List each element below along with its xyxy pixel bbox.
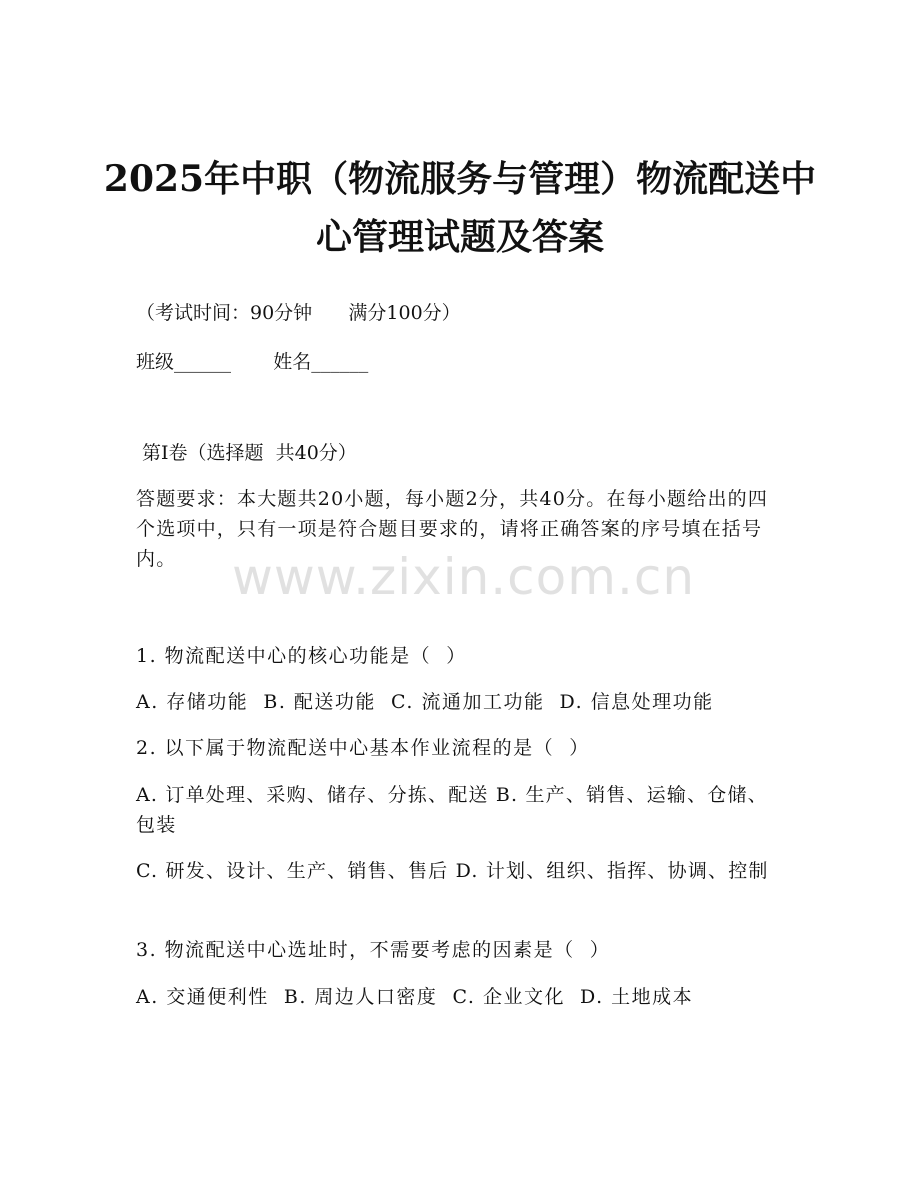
question-1-stem: 1. 物流配送中心的核心功能是（ ） bbox=[136, 645, 467, 667]
instructions-paragraph: 答题要求：本大题共20小题，每小题2分，共40分。在每小题给出的四个选项中，只有一项是符合题目要求的，请将正确答案的序号填在括号内。 bbox=[136, 488, 769, 570]
title-line-2: 心管理试题及答案 bbox=[315, 216, 604, 258]
question-3-options: A. 交通便利性 B. 周边人口密度 C. 企业文化 D. 土地成本 bbox=[136, 986, 694, 1008]
question-1-options: A. 存储功能 B. 配送功能 C. 流通加工功能 D. 信息处理功能 bbox=[136, 691, 714, 713]
document-title bbox=[100, 150, 820, 266]
question-2-options-cd: C. 研发、设计、生产、销售、售后 D. 计划、组织、指挥、协调、控制 bbox=[136, 860, 769, 882]
question-2-stem: 2. 以下属于物流配送中心基本作业流程的是（ ） bbox=[136, 737, 590, 759]
question-2-options-ab: A. 订单处理、采购、储存、分拣、配送 B. 生产、销售、运输、仓储、包装 bbox=[136, 784, 768, 836]
exam-info: （考试时间：90分钟 满分100分） bbox=[136, 302, 461, 324]
question-3-stem: 3. 物流配送中心选址时，不需要考虑的因素是（ ） bbox=[136, 939, 611, 961]
title-line-1: 2025年中职（物流服务与管理）物流配送中 bbox=[103, 158, 817, 200]
watermark-text: www.zixin.com.cn bbox=[232, 548, 696, 606]
class-name-line: 班级______ 姓名______ bbox=[136, 351, 369, 373]
section-heading: 第Ⅰ卷（选择题 共40分） bbox=[136, 442, 357, 464]
